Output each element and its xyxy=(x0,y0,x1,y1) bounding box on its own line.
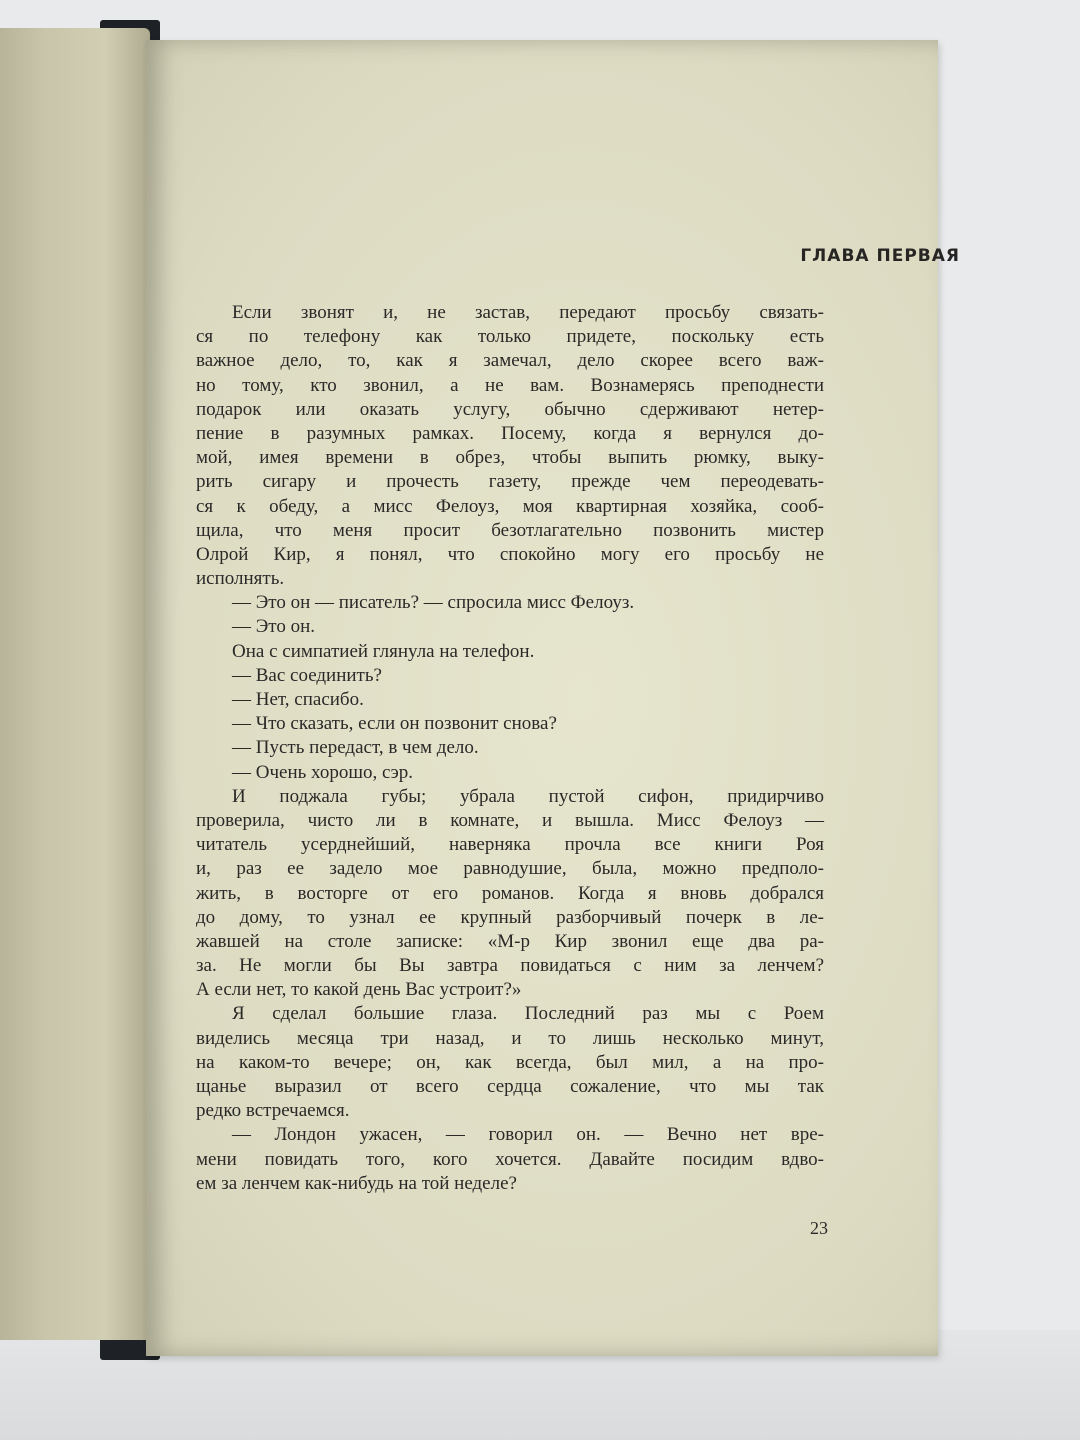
text-line: Если звонят и, не застав, передают просьбу связать- xyxy=(232,302,824,323)
text-line: — Очень хорошо, сэр. xyxy=(232,761,414,783)
text-line: Я сделал большие глаза. Последний раз мы с Роем xyxy=(232,1003,824,1025)
left-page xyxy=(0,28,150,1340)
text-line: на каком-то вечере; он, как всегда, был мил, а на про- xyxy=(196,1051,824,1073)
text-line: жавшей на столе записке: «М-р Кир звонил еще два ра- xyxy=(196,930,824,952)
page-number: 23 xyxy=(810,1218,828,1238)
text-line: мени повидать того, кого хочется. Давайте посидим вдво- xyxy=(196,1148,824,1170)
text-line: — Пусть передаст, в чем дело. xyxy=(232,737,479,759)
text-line: — Это он — писатель? — спросила мисс Фелоуз. xyxy=(232,592,635,614)
text-line: — Лондон ужасен, — говорил он. — Вечно нет вре- xyxy=(232,1124,824,1146)
text-line: жить, в восторге от его романов. Когда я вновь добрался xyxy=(196,882,824,904)
text-line: Олрой Кир, я понял, что спокойно могу его просьбу не xyxy=(196,543,824,565)
text-line: но тому, кто звонил, а не вам. Вознамерясь преподнести xyxy=(196,374,824,396)
text-line: ся к обеду, а мисс Фелоуз, моя квартирная хозяйка, сооб- xyxy=(196,495,824,517)
text-line: пение в разумных рамках. Посему, когда я вернулся до- xyxy=(196,422,824,444)
text-line: мой, имея времени в обрез, чтобы выпить рюмку, выку- xyxy=(196,447,824,469)
text-line: редко встречаемся. xyxy=(196,1100,350,1122)
text-line: Она с симпатией глянула на телефон. xyxy=(232,640,535,662)
text-line: подарок или оказать услугу, обычно сдерживают нетер- xyxy=(196,398,824,420)
text-line: А если нет, то какой день Вас устроит?» xyxy=(196,979,522,1001)
chapter-heading: ГЛАВА ПЕРВАЯ xyxy=(800,246,960,266)
text-line: — Это он. xyxy=(232,616,316,638)
text-line: — Нет, спасибо. xyxy=(232,689,364,710)
text-line: ем за ленчем как-нибудь на той неделе? xyxy=(196,1172,517,1194)
text-line: проверила, чисто ли в комнате, и вышла. Мисс Фелоуз — xyxy=(196,809,824,831)
text-line: щанье выразил от всего сердца сожаление, что мы так xyxy=(196,1076,824,1097)
text-line: до дому, то узнал ее крупный разборчивый почерк в ле- xyxy=(196,906,824,928)
text-line: рить сигару и прочесть газету, прежде чем переодевать- xyxy=(196,471,824,493)
text-line: исполнять. xyxy=(196,568,285,590)
text-line: щила, что меня просит безотлагательно позвонить мистер xyxy=(196,519,824,541)
text-line: ся по телефону как только придете, поскольку есть xyxy=(196,326,824,348)
text-line: — Вас соединить? xyxy=(232,664,382,686)
text-line: И поджала губы; убрала пустой сифон, придирчиво xyxy=(232,785,824,807)
text-line: — Что сказать, если он позвонит снова? xyxy=(232,713,557,735)
text-line: важное дело, то, как я замечал, дело скорее всего важ- xyxy=(196,350,824,372)
body-text xyxy=(196,301,824,1196)
text-line: за. Не могли бы Вы завтра повидаться с ним за ленчем? xyxy=(196,955,824,977)
text-line: читатель усерднейший, наверняка прочла все книги Роя xyxy=(196,834,824,856)
text-line: и, раз ее задело мое равнодушие, была, можно предполо- xyxy=(196,858,824,880)
text-line: виделись месяца три назад, и то лишь несколько минут, xyxy=(196,1027,824,1049)
